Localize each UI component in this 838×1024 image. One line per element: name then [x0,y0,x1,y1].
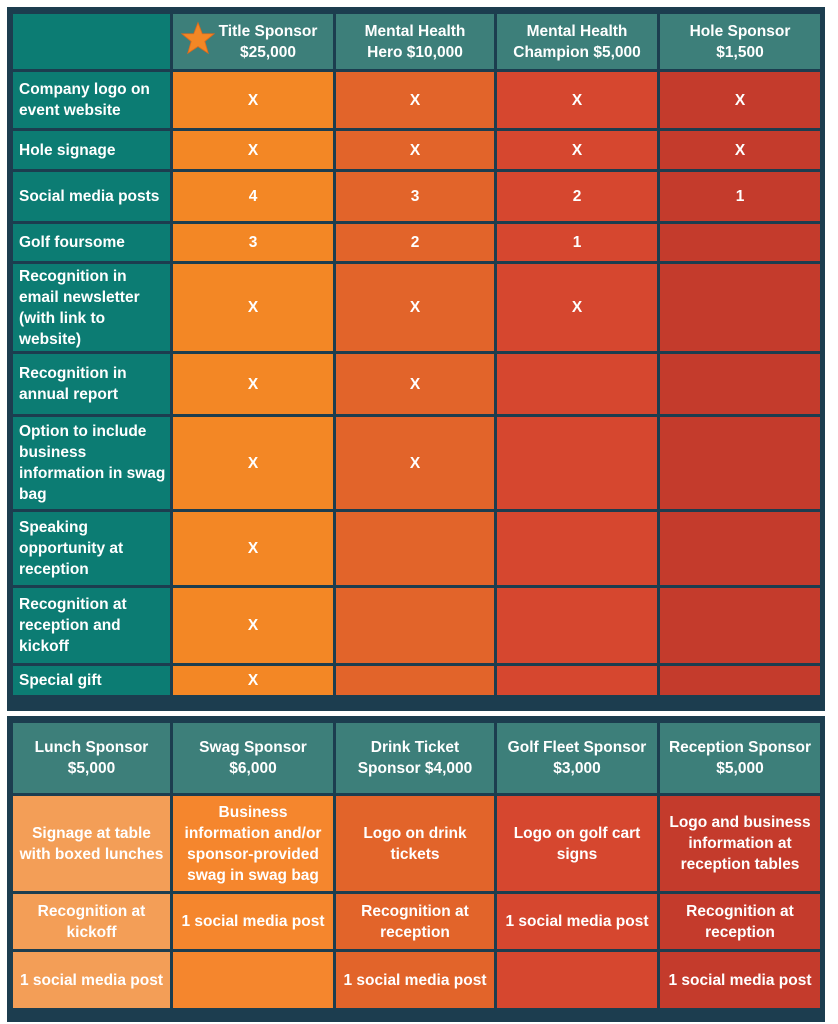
cell-champion [497,588,657,663]
cell-hole [660,588,820,663]
cell-title: X [173,666,333,695]
row-label: Special gift [13,666,170,695]
header-swag-sponsor [173,723,333,793]
header-golf-fleet-sponsor [497,723,657,793]
cell-hole [660,354,820,414]
cell-hole: X [660,72,820,128]
cell-champion: X [497,131,657,169]
header-line2: $5,000 [716,760,764,777]
table-row [13,796,820,891]
cell-swag: 1 social media post [173,894,333,949]
top-sponsorship-panel [7,7,825,711]
header-hole-sponsor [660,14,820,69]
cell-hero: 3 [336,172,494,221]
cell-drink-ticket: Recognition at reception [336,894,494,949]
bottom-sponsorship-panel [7,716,825,1022]
cell-swag: Business information and/or sponsor-provided swag in swag bag [173,796,333,891]
cell-hole: X [660,131,820,169]
row-label: Recognition in email newsletter (with link to website) [13,264,170,351]
cell-hero: X [336,72,494,128]
row-label: Company logo on event website [13,72,170,128]
row-label: Speaking opportunity at reception [13,512,170,585]
cell-hero: X [336,354,494,414]
cell-drink-ticket: Logo on drink tickets [336,796,494,891]
cell-champion: X [497,72,657,128]
cell-title: X [173,354,333,414]
header-line2: Champion $5,000 [513,43,641,61]
table-row [13,588,820,663]
cell-drink-ticket: 1 social media post [336,952,494,1008]
header-lunch-sponsor [13,723,170,793]
star-icon [181,21,215,55]
cell-title: 3 [173,224,333,261]
table-row [13,172,820,221]
cell-champion: 2 [497,172,657,221]
table-row [13,131,820,169]
row-label: Hole signage [13,131,170,169]
cell-hole [660,512,820,585]
header-line2: Hero $10,000 [367,43,463,61]
cell-lunch: 1 social media post [13,952,170,1008]
cell-title: X [173,264,333,351]
top-sponsorship-table [10,11,823,698]
cell-hero: 2 [336,224,494,261]
header-line1: Reception Sponsor [668,739,812,756]
cell-title: X [173,131,333,169]
header-line1: Mental Health [526,22,628,40]
cell-hole [660,417,820,509]
header-line2: $5,000 [67,760,116,777]
table-row [13,512,820,585]
header-line2: $3,000 [553,760,601,777]
cell-golf-fleet: Logo on golf cart signs [497,796,657,891]
corner-cell [13,14,170,69]
header-mental-health-champion [497,14,657,69]
cell-title: X [173,512,333,585]
cell-champion: 1 [497,224,657,261]
cell-lunch: Signage at table with boxed lunches [13,796,170,891]
cell-swag [173,952,333,1008]
header-row [13,14,820,69]
cell-reception: Logo and business information at reception tables [660,796,820,891]
header-line1: Lunch Sponsor [34,739,149,756]
header-line2: $6,000 [229,760,277,777]
table-row [13,72,820,128]
header-title-sponsor [173,14,333,69]
cell-hero [336,512,494,585]
header-line2: $25,000 [239,43,296,61]
header-line1: Swag Sponsor [199,739,307,756]
cell-hero: X [336,417,494,509]
header-reception-sponsor [660,723,820,793]
cell-hero [336,666,494,695]
cell-hero: X [336,264,494,351]
header-line1: Golf Fleet Sponsor [507,739,647,756]
cell-hole [660,224,820,261]
header-line1: Hole Sponsor [689,22,791,40]
cell-hole [660,666,820,695]
cell-hole [660,264,820,351]
cell-reception: Recognition at reception [660,894,820,949]
row-label: Recognition in annual report [13,354,170,414]
cell-champion [497,666,657,695]
cell-champion [497,512,657,585]
table-row [13,264,820,351]
cell-title: 4 [173,172,333,221]
cell-champion [497,354,657,414]
table-row [13,894,820,949]
row-label: Option to include business information in swag bag [13,417,170,509]
cell-title: X [173,588,333,663]
cell-hero: X [336,131,494,169]
cell-golf-fleet [497,952,657,1008]
row-label: Golf foursome [13,224,170,261]
header-mental-health-hero [336,14,494,69]
cell-lunch: Recognition at kickoff [13,894,170,949]
header-line1: Drink Ticket [370,739,460,756]
table-row [13,224,820,261]
header-drink-ticket-sponsor [336,723,494,793]
cell-hero [336,588,494,663]
cell-champion: X [497,264,657,351]
cell-golf-fleet: 1 social media post [497,894,657,949]
header-line1: Title Sponsor [218,22,318,40]
row-label: Social media posts [13,172,170,221]
header-line2: Sponsor $4,000 [357,760,473,777]
cell-title: X [173,417,333,509]
table-row [13,666,820,695]
cell-hole: 1 [660,172,820,221]
table-row [13,417,820,509]
table-row [13,354,820,414]
header-row [13,723,820,793]
cell-title: X [173,72,333,128]
table-row [13,952,820,1008]
cell-reception: 1 social media post [660,952,820,1008]
header-line1: Mental Health [364,22,466,40]
bottom-sponsorship-table [10,720,823,1011]
header-line2: $1,500 [716,43,764,61]
cell-champion [497,417,657,509]
row-label: Recognition at reception and kickoff [13,588,170,663]
